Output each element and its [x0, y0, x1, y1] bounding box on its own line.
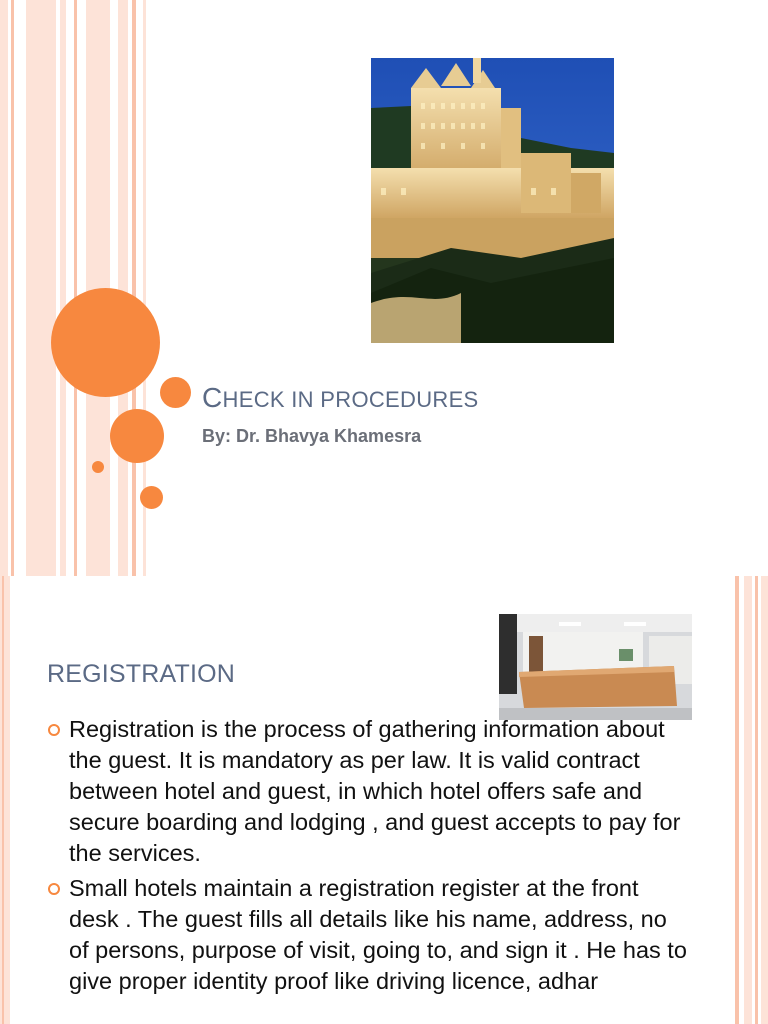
bullet-list	[48, 714, 688, 1001]
bullet-icon	[48, 883, 60, 895]
right-stripe-2	[744, 576, 752, 1024]
decorative-circle-medium	[110, 409, 164, 463]
slide-heading: REGISTRATION	[47, 660, 236, 688]
slide-title-first-letter: C	[202, 382, 223, 413]
right-stripe-1	[735, 576, 739, 1024]
reception-desk-photo	[499, 614, 692, 720]
bullet-text: Small hotels maintain a registration register at the front desk . The guest fills all details like his name, address, no of persons, purpose of visit, going to, and sign it . He has to give proper identity proof like driving licence, adhar	[69, 875, 687, 994]
castle-hotel-photo	[371, 58, 614, 343]
registration-slide	[0, 576, 768, 1024]
decorative-circle-dot	[92, 461, 104, 473]
right-stripe-4	[761, 576, 768, 1024]
bullet-text: Registration is the process of gathering information about the guest. It is mandatory as per law. It is valid contract between hotel and guest, in which hotel offers safe and secure boarding and lodging , and guest accepts to pay for the services.	[69, 716, 681, 866]
slide-title-rest: HECK IN PROCEDURES	[222, 387, 479, 412]
decorative-circle-tiny	[140, 486, 163, 509]
decorative-stripes	[0, 0, 150, 576]
right-stripe-3	[755, 576, 758, 1024]
bullet-icon	[48, 724, 60, 736]
list-item	[48, 873, 688, 997]
decorative-circle-small	[160, 377, 191, 408]
slide-subtitle: By: Dr. Bhavya Khamesra	[202, 426, 422, 446]
slide-title	[202, 382, 742, 414]
left-stripe-inner	[2, 576, 4, 1024]
decorative-circle-large	[51, 288, 160, 397]
list-item	[48, 714, 688, 869]
